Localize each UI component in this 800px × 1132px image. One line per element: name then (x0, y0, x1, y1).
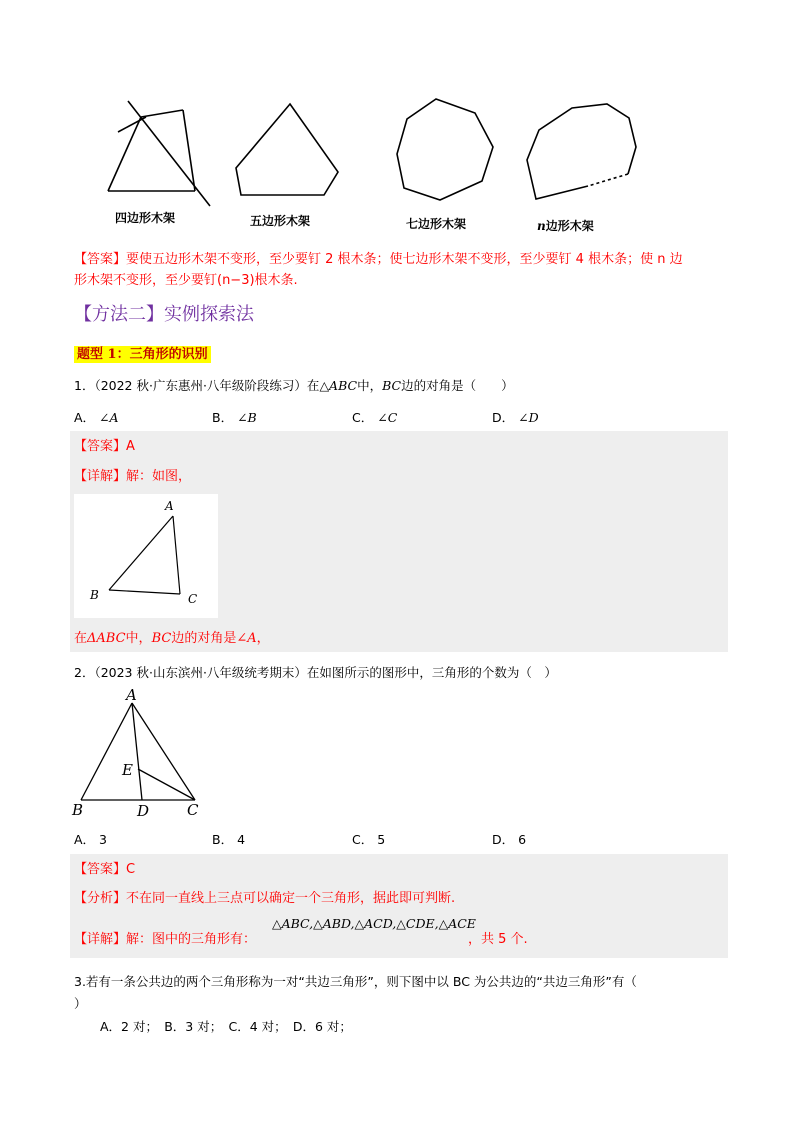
frame-label-quadrilateral: 四边形木架 (115, 211, 176, 225)
frame-label-heptagon: 七边形木架 (406, 217, 467, 231)
topic-label: 题型 1：三角形的识别 (74, 346, 211, 363)
q1-option-a: A． ∠A (74, 410, 119, 425)
q1-label-a: A (165, 499, 174, 513)
q2-label-c: C (187, 801, 199, 819)
question-3-line2: ） (74, 996, 87, 1011)
q3-options: A．2 对； B．3 对； C．4 对； D．6 对； (100, 1019, 352, 1034)
q2-detail: 【详解】解：图中的三角形有： (74, 932, 257, 947)
n-gon-frame (527, 104, 636, 199)
q2-answer: 【答案】C (74, 862, 136, 877)
q2-option-a: A． 3 (74, 832, 107, 847)
q1-conclusion: 在ΔABC中，BC边的对角是∠A， (74, 631, 270, 646)
q2-analysis: 【分析】不在同一直线上三点可以确定一个三角形，据此即可判断. (74, 891, 456, 906)
frames-answer-line1: 【答案】要使五边形木架不变形，至少要钉 2 根木条；使七边形木架不变形，至少要钉 4 根木条；使 n 边 (74, 252, 683, 267)
q1-answer: 【答案】A (74, 439, 135, 454)
q1-option-c: C． ∠C (352, 410, 398, 425)
question-1: 1．（2022 秋·广东惠州·八年级阶段练习）在△ABC中，BC边的对角是（ ） (74, 378, 514, 393)
q1-label-c: C (188, 592, 198, 606)
question-3-line1: 3.若有一条公共边的两个三角形称为一对“共边三角形”，则下图中以 BC 为公共边的“共边三角形”有（ (74, 974, 637, 989)
pentagon-frame (236, 104, 338, 195)
q1-label-b: B (90, 588, 99, 602)
q2-label-d: D (137, 802, 150, 820)
method-title: 【方法二】实例探索法 (74, 304, 254, 325)
q2-option-c: C． 5 (352, 832, 386, 847)
q2-triangle-list: △ABC,△ABD,△ACD,△CDE,△ACE (272, 916, 476, 931)
q2-label-e: E (122, 761, 133, 779)
q1-triangle-figure (74, 494, 218, 618)
q2-detail-end: ，共 5 个. (468, 932, 528, 947)
q2-triangle-figure (70, 688, 210, 823)
frame-label-pentagon: 五边形木架 (250, 214, 311, 228)
frames-answer-line2: 形木架不变形，至少要钉(n−3)根木条. (74, 273, 298, 288)
q1-detail: 【详解】解：如图， (74, 469, 192, 484)
q1-option-d: D． ∠D (492, 410, 539, 425)
q2-label-b: B (72, 801, 84, 819)
q1-option-b: B． ∠B (212, 410, 257, 425)
heptagon-frame (397, 99, 493, 200)
q2-label-a: A (126, 686, 137, 704)
q2-option-b: B． 4 (212, 832, 246, 847)
quadrilateral-frame (0, 0, 800, 200)
frame-label-n-gon: n边形木架 (537, 219, 594, 233)
question-2: 2．（2023 秋·山东滨州·八年级统考期末）在如图所示的图形中，三角形的个数为（ ） (74, 665, 557, 680)
topic-heading (74, 343, 211, 362)
q2-option-d: D． 6 (492, 832, 527, 847)
